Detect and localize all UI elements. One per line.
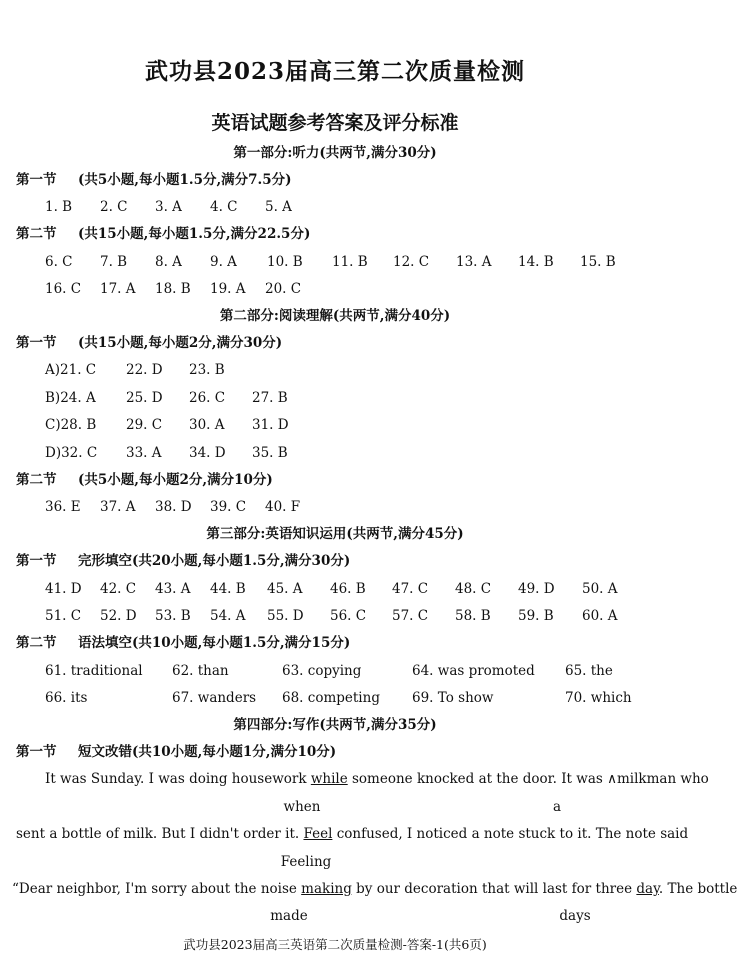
answer: 60. A xyxy=(582,608,618,624)
answer: 40. F xyxy=(265,499,301,515)
answer: 26. C xyxy=(189,390,226,406)
answer: 8. A xyxy=(155,254,182,270)
section-label: 第一节 xyxy=(16,744,57,760)
section-desc: (共15小题,每小题2分,满分30分) xyxy=(78,335,283,351)
answer: 59. B xyxy=(518,608,554,624)
answer: 2. C xyxy=(100,199,128,215)
part1-sec2-heading xyxy=(16,228,310,242)
answer: 58. B xyxy=(455,608,491,624)
essay-line-2 xyxy=(16,828,688,842)
answer: 62. than xyxy=(172,663,229,679)
answer: 69. To show xyxy=(412,690,494,706)
answer: C)28. B xyxy=(45,417,97,433)
answer: 49. D xyxy=(518,581,555,597)
part4-sec1-heading xyxy=(16,746,336,760)
answer: 37. A xyxy=(100,499,136,515)
answer: 61. traditional xyxy=(45,663,143,679)
essay-text: by our decoration that will last for three xyxy=(351,881,637,897)
answer: 36. E xyxy=(45,499,81,515)
answer: 7. B xyxy=(100,254,128,270)
error-word: Feel xyxy=(303,826,333,842)
answer: 45. A xyxy=(267,581,303,597)
answer: 31. D xyxy=(252,417,289,433)
essay-text: . The bottle xyxy=(658,881,737,897)
answer: 50. A xyxy=(582,581,618,597)
answer: 43. A xyxy=(155,581,191,597)
essay-line-1 xyxy=(45,773,709,787)
answer: 56. C xyxy=(330,608,367,624)
page-subtitle: 英语试题参考答案及评分标准 xyxy=(211,112,459,134)
answer: 35. B xyxy=(252,445,288,461)
answer: 42. C xyxy=(100,581,137,597)
answer: 63. copying xyxy=(282,663,362,679)
answer: 3. A xyxy=(155,199,182,215)
section-label: 第一节 xyxy=(16,553,57,569)
correction: Feeling xyxy=(280,854,332,870)
error-word: making xyxy=(301,881,352,897)
answer: 41. D xyxy=(45,581,82,597)
answer: 38. D xyxy=(155,499,192,515)
page-title: 武功县2023届高三第二次质量检测 xyxy=(144,58,525,85)
answer: 25. D xyxy=(126,390,163,406)
correction: a xyxy=(552,799,562,815)
answer: 53. B xyxy=(155,608,191,624)
answer: 17. A xyxy=(100,281,136,297)
section-desc: (共15小题,每小题1.5分,满分22.5分) xyxy=(78,226,311,242)
answer: 39. C xyxy=(210,499,247,515)
part2-sec2-heading xyxy=(16,474,273,488)
answer: 55. D xyxy=(267,608,304,624)
essay-text: confused, I noticed a note stuck to it. The note said xyxy=(332,826,689,842)
section-desc: (共5小题,每小题1.5分,满分7.5分) xyxy=(78,172,292,188)
essay-text: someone knocked at the door. It was ∧milkman who xyxy=(347,771,709,787)
answer: 46. B xyxy=(330,581,366,597)
essay-text: It was Sunday. I was doing housework xyxy=(45,771,311,787)
answer: 11. B xyxy=(332,254,368,270)
answer: 1. B xyxy=(45,199,73,215)
essay-text: sent a bottle of milk. But I didn't order it. xyxy=(16,826,304,842)
essay-text: “Dear neighbor, I'm sorry about the noise xyxy=(12,881,302,897)
section-desc: (共5小题,每小题2分,满分10分) xyxy=(78,472,273,488)
part3-heading: 第三部分:英语知识运用(共两节,满分45分) xyxy=(206,526,464,542)
answer: 6. C xyxy=(45,254,73,270)
section-desc: 完形填空(共20小题,每小题1.5分,满分30分) xyxy=(78,553,351,569)
error-word: day xyxy=(636,881,659,897)
answer: 20. C xyxy=(265,281,302,297)
answer: 14. B xyxy=(518,254,554,270)
answer: 52. D xyxy=(100,608,137,624)
answer: 27. B xyxy=(252,390,288,406)
section-desc: 短文改错(共10小题,每小题1分,满分10分) xyxy=(78,744,337,760)
part2-heading: 第二部分:阅读理解(共两节,满分40分) xyxy=(219,308,451,324)
answer: 12. C xyxy=(393,254,430,270)
section-desc: 语法填空(共10小题,每小题1.5分,满分15分) xyxy=(78,635,351,651)
part4-heading: 第四部分:写作(共两节,满分35分) xyxy=(233,717,437,733)
answer: D)32. C xyxy=(45,445,98,461)
answer: B)24. A xyxy=(45,390,96,406)
answer: 68. competing xyxy=(282,690,380,706)
answer: 18. B xyxy=(155,281,191,297)
answer: 64. was promoted xyxy=(412,663,535,679)
answer: 66. its xyxy=(45,690,88,706)
answer: 29. C xyxy=(126,417,163,433)
answer: 44. B xyxy=(210,581,246,597)
section-label: 第二节 xyxy=(16,635,57,651)
part1-heading: 第一部分:听力(共两节,满分30分) xyxy=(233,145,437,161)
answer: 9. A xyxy=(210,254,237,270)
answer: 15. B xyxy=(580,254,616,270)
part2-sec1-heading xyxy=(16,337,282,351)
answer: 5. A xyxy=(265,199,292,215)
part3-sec2-heading xyxy=(16,637,350,651)
correction: days xyxy=(559,908,591,924)
correction: made xyxy=(270,908,308,924)
section-label: 第二节 xyxy=(16,472,57,488)
answer: 13. A xyxy=(456,254,492,270)
essay-line-3 xyxy=(12,883,737,897)
page-footer: 武功县2023届高三英语第二次质量检测-答案-1(共6页) xyxy=(183,937,487,952)
part3-sec1-heading xyxy=(16,555,350,569)
answer: 22. D xyxy=(126,362,163,378)
answer: 54. A xyxy=(210,608,246,624)
answer: 51. C xyxy=(45,608,82,624)
answer: 33. A xyxy=(126,445,162,461)
answer: 23. B xyxy=(189,362,225,378)
answer: 19. A xyxy=(210,281,246,297)
part1-sec1-heading xyxy=(16,174,292,188)
section-label: 第二节 xyxy=(16,226,57,242)
answer: 48. C xyxy=(455,581,492,597)
answer: A)21. C xyxy=(45,362,97,378)
error-word: while xyxy=(310,771,348,787)
answer: 57. C xyxy=(392,608,429,624)
answer: 10. B xyxy=(267,254,303,270)
answer: 70. which xyxy=(565,690,632,706)
correction: when xyxy=(283,799,321,815)
answer: 47. C xyxy=(392,581,429,597)
answer: 67. wanders xyxy=(172,690,257,706)
section-label: 第一节 xyxy=(16,335,57,351)
answer: 65. the xyxy=(565,663,613,679)
answer: 16. C xyxy=(45,281,82,297)
answer: 34. D xyxy=(189,445,226,461)
answer: 30. A xyxy=(189,417,225,433)
answer: 4. C xyxy=(210,199,238,215)
section-label: 第一节 xyxy=(16,172,57,188)
